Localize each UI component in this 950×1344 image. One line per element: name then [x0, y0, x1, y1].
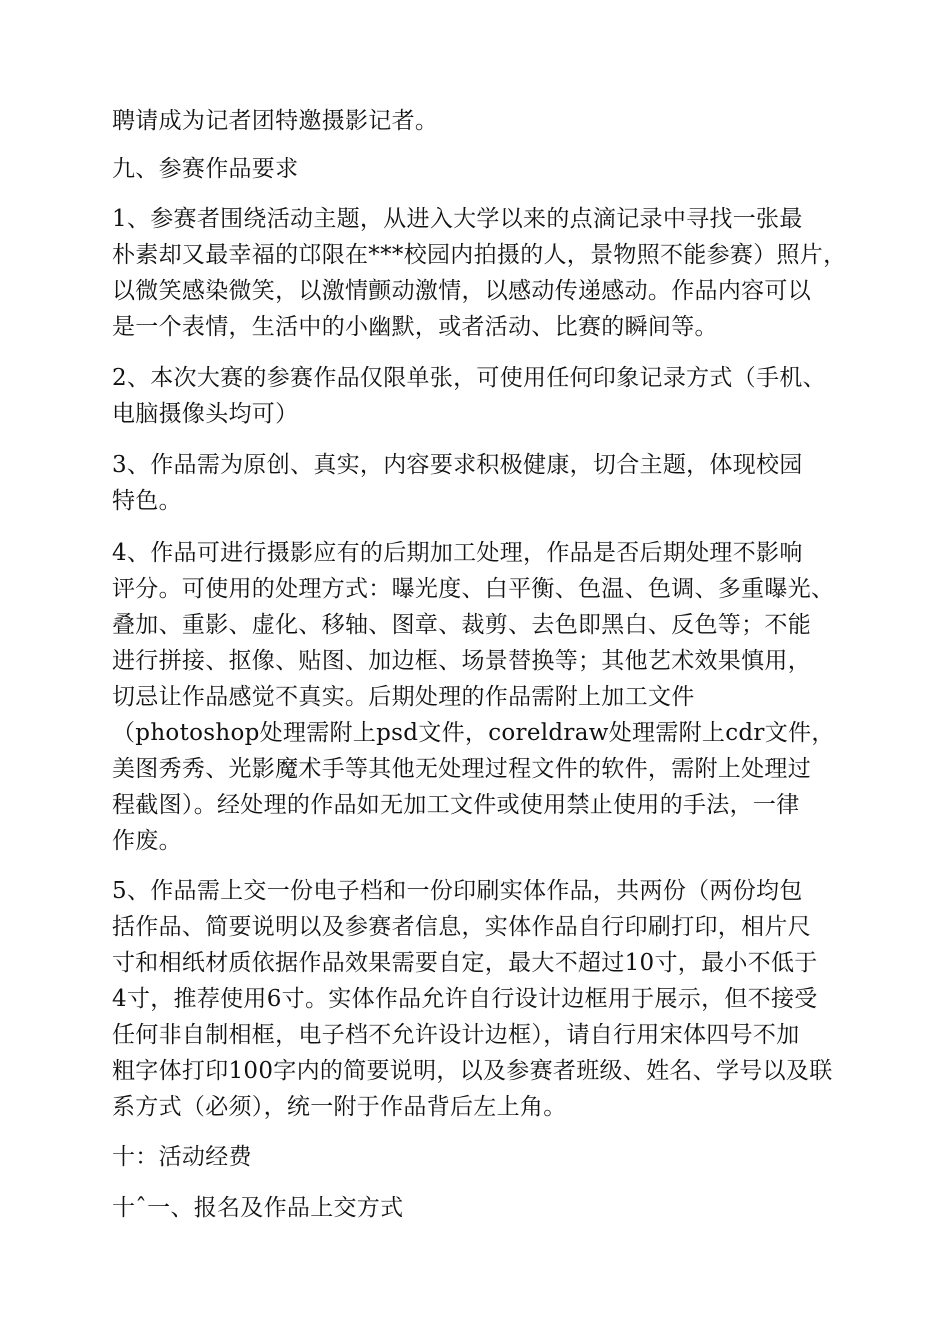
text-line: （photoshop处理需附上psd文件，coreldraw处理需附上cdr文件，	[112, 720, 835, 746]
text-line: 程截图）。经处理的作品如无加工文件或使用禁止使用的手法，一律	[112, 792, 800, 818]
text-line: 十ˆ一、报名及作品上交方式	[112, 1195, 404, 1221]
text-line: 寸和相纸材质依据作品效果需要自定，最大不超过10寸，最小不低于	[112, 950, 818, 976]
text-line: 进行拼接、抠像、贴图、加边框、场景替换等；其他艺术效果慎用，	[112, 648, 811, 674]
text-line: 4寸，推荐使用6寸。实体作品允许自行设计边框用于展示，但不接受	[112, 986, 818, 1012]
text-line: 5、作品需上交一份电子档和一份印刷实体作品，共两份（两份均包	[112, 878, 803, 904]
text-line: 切忌让作品感觉不真实。后期处理的作品需附上加工文件	[112, 684, 695, 710]
text-line: 4、作品可进行摄影应有的后期加工处理，作品是否后期处理不影响	[112, 540, 803, 566]
text-line: 2、本次大赛的参赛作品仅限单张，可使用任何印象记录方式（手机、	[112, 365, 826, 391]
paragraph-item-3	[112, 447, 852, 519]
text-line: 括作品、简要说明以及参赛者信息，实体作品自行印刷打印，相片尺	[112, 914, 811, 940]
text-line: 以微笑感染微笑，以激情颤动激情，以感动传递感动。作品内容可以	[112, 278, 811, 304]
text-line: 叠加、重影、虚化、移轴、图章、裁剪、去色即黑白、反色等；不能	[112, 612, 811, 638]
text-line: 3、作品需为原创、真实，内容要求积极健康，切合主题，体现校园	[112, 452, 803, 478]
text-line: 是一个表情，生活中的小幽默，或者活动、比赛的瞬间等。	[112, 314, 718, 340]
text-line: 十：活动经费	[112, 1144, 252, 1170]
text-line: 评分。可使用的处理方式：曝光度、白平衡、色温、色调、多重曝光、	[112, 576, 835, 602]
paragraph-item-5	[112, 873, 852, 1125]
text-line: 美图秀秀、光影魔术手等其他无处理过程文件的软件，需附上处理过	[112, 756, 811, 782]
text-line: 电脑摄像头均可）	[112, 401, 299, 427]
paragraph-item-2	[112, 360, 852, 432]
text-line: 任何非自制相框，电子档不允许设计边框），请自行用宋体四号不加	[112, 1022, 800, 1048]
paragraph-intro-end	[112, 103, 852, 139]
text-line: 聘请成为记者团特邀摄影记者。	[112, 108, 439, 134]
section-heading-9	[112, 151, 852, 187]
text-line: 1、参赛者围绕活动主题，从进入大学以来的点滴记录中寻找一张最	[112, 206, 803, 232]
section-heading-10	[112, 1139, 852, 1175]
text-line: 九、参赛作品要求	[112, 156, 299, 182]
text-line: 特色。	[112, 488, 182, 514]
text-line: 粗字体打印100字内的简要说明，以及参赛者班级、姓名、学号以及联	[112, 1058, 833, 1084]
text-line: 朴素却又最幸福的邙限在***校园内拍摄的人，景物照不能参赛）照片，	[112, 242, 847, 268]
text-line: 系方式（必须），统一附于作品背后左上角。	[112, 1094, 567, 1120]
paragraph-item-4	[112, 535, 852, 859]
section-heading-11	[112, 1190, 852, 1226]
text-line: 作废。	[112, 828, 182, 854]
paragraph-item-1	[112, 201, 852, 345]
